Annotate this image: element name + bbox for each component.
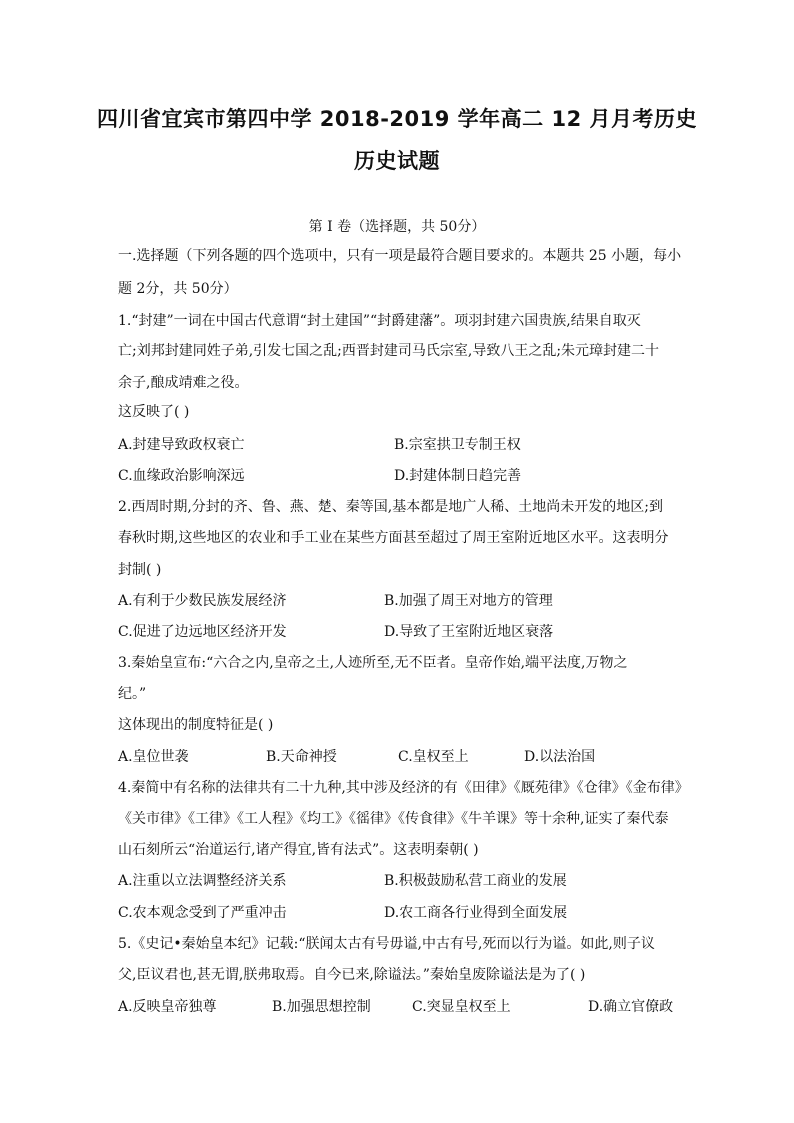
question-4-option-c: C.农本观念受到了严重冲击 — [118, 905, 287, 921]
question-1-option-a: A.封建导致政权衰亡 — [118, 437, 245, 453]
question-4-line-1: 4.秦简中有名称的法律共有二十九种,其中涉及经济的有《田律》《厩苑律》《仓律》《金布律》 — [118, 780, 689, 796]
question-2-option-c: C.促进了边远地区经济开发 — [118, 624, 287, 640]
question-4-line-2: 《关市律》《工律》《工人程》《均工》《徭律》《传食律》《牛羊课》等十余种,证实了秦代泰 — [118, 811, 669, 827]
question-2-line-1: 2.西周时期,分封的齐、鲁、燕、楚、秦等国,基本都是地广人稀、土地尚未开发的地区;到 — [118, 499, 663, 515]
question-2-option-a: A.有利于少数民族发展经济 — [118, 593, 287, 609]
instructions-line-2: 题 2分，共 50分） — [118, 281, 238, 297]
question-1-option-b: B.宗室拱卫专制王权 — [394, 437, 521, 453]
question-1-line-3: 余子,酿成靖难之役。 — [118, 375, 249, 391]
exam-subtitle: 历史试题 — [354, 149, 440, 173]
question-3-option-b: B.天命神授 — [266, 749, 337, 765]
question-5-line-2: 父,臣议君也,甚无谓,朕弗取焉。自今已来,除谥法。”秦始皇废除谥法是为了( ) — [118, 967, 586, 983]
question-1-prompt: 这反映了( ) — [118, 404, 190, 420]
question-4-option-d: D.农工商各行业得到全面发展 — [384, 905, 568, 921]
question-2-line-2: 春秋时期,这些地区的农业和手工业在某些方面甚至超过了周王室附近地区水平。这表明分 — [118, 530, 669, 546]
question-3-option-a: A.皇位世袭 — [118, 749, 189, 765]
question-1-line-1: 1.“封建”一词在中国古代意谓“封土建国”“封爵建藩”。项羽封建六国贵族,结果自取灭 — [118, 313, 641, 329]
question-5-option-a: A.反映皇帝独尊 — [118, 999, 217, 1015]
question-2-line-3: 封制( ) — [118, 562, 162, 578]
question-2-option-d: D.导致了王室附近地区衰落 — [384, 624, 554, 640]
question-1-option-d: D.封建体制日趋完善 — [394, 468, 522, 484]
question-3-option-d: D.以法治国 — [524, 749, 596, 765]
exam-title: 四川省宜宾市第四中学 2018-2019 学年高二 12 月月考历史 — [96, 107, 698, 131]
question-4-option-b: B.积极鼓励私营工商业的发展 — [384, 873, 567, 889]
section-heading: 第 I 卷（选择题，共 50分） — [308, 219, 486, 235]
question-2-option-b: B.加强了周王对地方的管理 — [384, 593, 553, 609]
question-4-line-3: 山石刻所云“治道运行,诸产得宜,皆有法式”。这表明秦朝( ) — [118, 842, 479, 858]
question-1-option-c: C.血缘政治影响深远 — [118, 468, 245, 484]
question-5-option-c: C.突显皇权至上 — [412, 999, 511, 1015]
question-3-line-2: 纪。” — [118, 686, 147, 702]
question-4-option-a: A.注重以立法调整经济关系 — [118, 873, 287, 889]
question-5-option-d: D.确立官僚政 — [588, 999, 674, 1015]
instructions-line-1: 一.选择题（下列各题的四个选项中，只有一项是最符合题目要求的。本题共 25 小题，每小 — [118, 248, 682, 264]
question-3-line-1: 3.秦始皇宣布:“六合之内,皇帝之土,人迹所至,无不臣者。皇帝作始,端平法度,万物之 — [118, 655, 628, 671]
question-1-line-2: 亡;刘邦封建同姓子弟,引发七国之乱;西晋封建司马氏宗室,导致八王之乱;朱元璋封建二十 — [118, 343, 660, 359]
question-5-option-b: B.加强思想控制 — [272, 999, 371, 1015]
question-3-option-c: C.皇权至上 — [398, 749, 469, 765]
question-3-prompt: 这体现出的制度特征是( ) — [118, 717, 274, 733]
question-5-line-1: 5.《史记•秦始皇本纪》记载:“朕闻太古有号毋谥,中古有号,死而以行为谥。如此,则子议 — [118, 936, 655, 952]
